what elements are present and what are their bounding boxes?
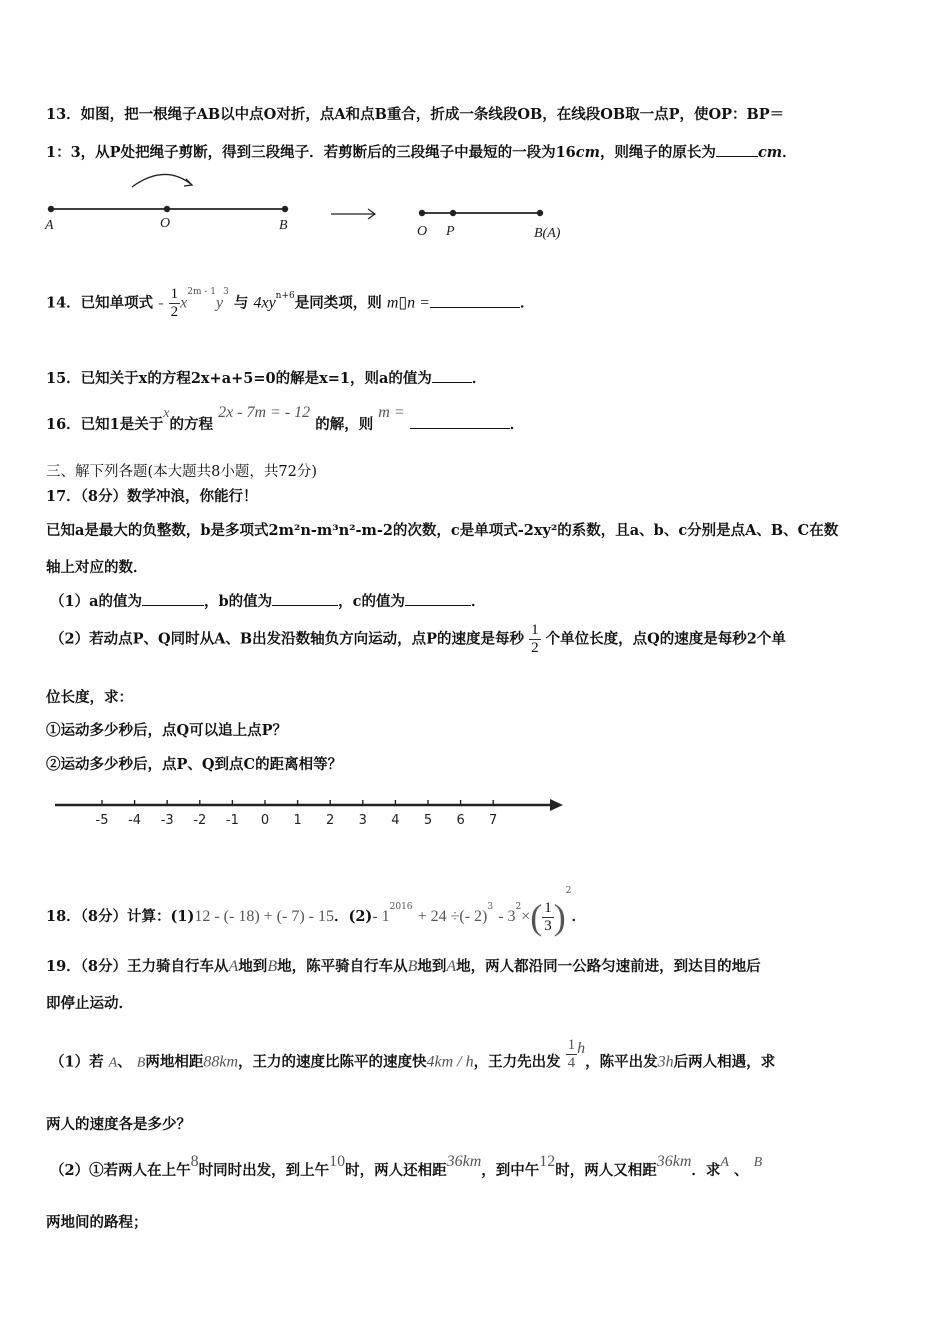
q17-sub1 <box>46 719 287 740</box>
point-o <box>164 206 170 212</box>
q17-p1-c: ，c的值为 <box>338 593 405 610</box>
rope-fold-figure <box>40 165 580 245</box>
tick-label: 5 <box>423 813 433 828</box>
q18-e2c-exp: 2 <box>515 902 522 913</box>
q13-end: ． <box>782 144 797 161</box>
q17-p2-post: 个单位长度，点Q的速度是每秒2个单 <box>545 630 786 648</box>
label-b: B <box>279 218 288 233</box>
q19-t8: 8 <box>190 1153 199 1170</box>
point-b-folded <box>537 210 543 216</box>
tick-label: 4 <box>391 813 400 828</box>
q14-sign: - <box>158 294 164 312</box>
q19-p1-a: （1）若 <box>50 1053 104 1071</box>
label-p: P <box>446 224 455 239</box>
q13-text-2: 1：3，从P处把绳子剪断，得到三段绳子．若剪断后的三段绳子中最短的一段为16 <box>46 144 576 161</box>
number-line-arrow <box>550 799 563 811</box>
q19-l1-mid3: 地到 <box>417 958 447 975</box>
tick-label: 2 <box>326 813 335 828</box>
q19-p2-c: 时，两人还相距 <box>345 1162 447 1179</box>
q13-text-3: ，则绳子的原长为 <box>599 144 716 161</box>
q19-frac-num: 1 <box>567 1037 576 1053</box>
q19-l1-pre: 19．（8分）王力骑自行车从 <box>46 958 229 975</box>
q17-p2-l2: 位长度，求： <box>46 689 133 706</box>
q19-p1-b: 、 <box>117 1053 132 1071</box>
q18-paren-right: ) <box>553 897 566 937</box>
tick-label: 7 <box>489 813 498 828</box>
tick-label: 0 <box>260 813 270 828</box>
q19-a-2: A <box>446 958 457 975</box>
q15-text: 15．已知关于x的方程2x+a+5=0的解是x=1，则a的值为 <box>46 370 432 387</box>
q18-e2d: × <box>521 908 531 925</box>
q19-dist: 88km <box>203 1053 238 1071</box>
q17-part2-line2 <box>46 686 133 707</box>
q13-answer-blank <box>716 142 758 157</box>
q19-p2-a: （2）①若两人在上午 <box>50 1162 191 1179</box>
q19-d36: 36km <box>446 1153 482 1170</box>
point-b <box>282 206 288 212</box>
q18-e2e-exp: 2 <box>565 886 572 897</box>
q17-blank-c <box>405 591 471 606</box>
tick-label: -4 <box>128 813 142 828</box>
fold-arc <box>132 174 192 187</box>
q17-blank-a <box>142 591 204 606</box>
q17-head-text: 17．（8分）数学冲浪，你能行！ <box>46 488 258 505</box>
section-title <box>46 460 317 481</box>
label-a: A <box>45 218 54 233</box>
q19-a-3: A <box>108 1055 118 1071</box>
number-line <box>50 790 570 830</box>
q17-p1-b: ，b的值为 <box>203 593 273 610</box>
q17-frac-num: 1 <box>531 622 539 638</box>
q17-frac-den: 2 <box>531 640 539 656</box>
q17-head <box>46 485 258 506</box>
tick-label: -2 <box>193 813 207 828</box>
q13-unit-2: cm <box>757 144 783 161</box>
q18-paren-left: ( <box>530 897 543 937</box>
q19-p1-f: ，陈平出发 <box>585 1053 658 1071</box>
q18-e2a: - 1 <box>372 908 390 925</box>
q19-b-2: B <box>407 958 418 975</box>
q14-term2: 4xy <box>253 294 276 312</box>
q16-end: ． <box>509 416 525 433</box>
q17-s1: ①运动多少秒后，点Q可以追上点P？ <box>46 722 288 739</box>
q18-end: ． <box>571 908 587 925</box>
q14-answer-blank <box>430 293 520 308</box>
q19-t12: 12 <box>539 1153 556 1170</box>
q19-p2-f: ．求 <box>691 1162 721 1179</box>
q19-d36b: 36km <box>656 1153 692 1170</box>
tick-label: -1 <box>225 813 239 828</box>
q17-line1 <box>46 519 838 540</box>
q14-exp-y: 3 <box>223 286 229 297</box>
q19-a-1: A <box>228 958 239 975</box>
q19-l1-post: 地，两人都沿同一公路匀速前进，到达目的地后 <box>456 958 761 975</box>
label-b-a: B(A) <box>534 226 561 241</box>
q17-fraction <box>529 622 541 657</box>
q14-connector: 与 <box>233 294 249 312</box>
q14-exp-term2: n+6 <box>275 290 295 301</box>
q14-x: x <box>180 294 188 312</box>
q13-line2 <box>46 141 797 162</box>
label-o-folded: O <box>417 224 428 239</box>
q19-b-3: B <box>136 1055 146 1071</box>
q19-part1 <box>50 1037 776 1080</box>
q16-expr: m = <box>378 404 405 421</box>
q14-prefix: 14．已知单项式 <box>46 294 154 312</box>
q19-p2-e: 时，两人又相距 <box>555 1162 657 1179</box>
q13-text-1: 13．如图，把一根绳子AB以中点O对折，点A和点B重合，折成一条线段OB，在线段OB取一点P，使OP：BP＝ <box>46 106 785 123</box>
q19-speed: 4km / h <box>426 1053 474 1071</box>
q17-p2-pre: （2）若动点P、Q同时从A、B出发沿数轴负方向运动，点P的速度是每秒 <box>50 630 525 648</box>
q18-e2b: + 24 ÷(- 2) <box>417 908 488 925</box>
q14-frac-num: 1 <box>170 286 179 302</box>
tick-label: 6 <box>456 813 465 828</box>
point-o-folded <box>419 210 425 216</box>
q19-t10: 10 <box>329 1153 346 1170</box>
q18-e2a-exp: 2016 <box>389 902 413 913</box>
q13-unit-1: cm <box>575 144 600 161</box>
q16-prefix: 16．已知1是关于 <box>46 416 164 433</box>
q14-fraction <box>169 286 181 321</box>
label-o: O <box>160 216 171 231</box>
q19-part2 <box>50 1153 763 1180</box>
q19-l1-mid2: 地，陈平骑自行车从 <box>277 958 408 975</box>
q17-sub2 <box>46 753 342 774</box>
tick-label: 3 <box>358 813 367 828</box>
q17-text-1: 已知a是最大的负整数，b是多项式2m²n-m³n²-m-2的次数，c是单项式-2xy²的系数，且a、b、c分别是点A、B、C在数 <box>46 522 839 539</box>
q17-part1 <box>50 590 485 611</box>
q17-part2 <box>50 622 786 657</box>
q14-end: ． <box>519 294 535 312</box>
q14-exp-x: 2m - 1 <box>187 286 216 297</box>
q19-p2-g: 、 <box>734 1162 749 1179</box>
q16-var: x <box>163 406 170 421</box>
q17-p1-end: ． <box>470 593 486 610</box>
q19-p1-l2: 两人的速度各是多少？ <box>46 1116 191 1133</box>
q17-text-2: 轴上对应的数． <box>46 559 148 576</box>
tick-label: -3 <box>160 813 174 828</box>
q19-p1-g: 后两人相遇，求 <box>673 1053 776 1071</box>
q19-p1-d: ，王力的速度比陈平的速度快 <box>238 1053 427 1071</box>
q15-line <box>46 367 486 388</box>
q18-e2c: - 3 <box>498 908 516 925</box>
q19-t3h: 3h <box>657 1053 674 1071</box>
q19-frac-den: 4 <box>567 1055 576 1071</box>
tick-label: -5 <box>95 813 109 828</box>
q19-part2-line2 <box>46 1211 148 1232</box>
q17-s2: ②运动多少秒后，点P、Q到点C的距离相等？ <box>46 756 343 773</box>
q18-frac-den: 3 <box>544 917 552 934</box>
q14-y: y <box>216 294 224 312</box>
q19-p2-b: 时同时出发，到上午 <box>198 1162 330 1179</box>
q16-answer-blank <box>410 414 510 429</box>
q15-answer-blank <box>432 368 472 383</box>
q14-expr: m▯n = <box>386 294 430 312</box>
q19-line2 <box>46 992 133 1013</box>
q16-line <box>46 404 525 434</box>
q18-expr1: 12 - (- 18) + (- 7) - 15 <box>194 908 334 925</box>
q17-line2 <box>46 556 148 577</box>
q19-l2: 即停止运动． <box>46 995 133 1012</box>
q16-mid2: 的解，则 <box>315 416 374 433</box>
point-p <box>450 210 456 216</box>
q19-l1-mid: 地到 <box>238 958 268 975</box>
q19-b-4: B <box>753 1155 763 1170</box>
q19-p1-c: 两地相距 <box>145 1053 204 1071</box>
q17-p1-a: （1）a的值为 <box>50 593 142 610</box>
section-title-text: 三、解下列各题(本大题共8小题，共72分) <box>46 464 317 480</box>
q18-line <box>46 886 587 938</box>
q19-line1 <box>46 955 761 976</box>
q19-unit-h: h <box>577 1039 586 1057</box>
q18-frac-num: 1 <box>544 899 552 916</box>
q19-fraction <box>566 1037 578 1072</box>
q13-line1 <box>46 103 784 124</box>
q14-line <box>46 286 534 321</box>
q18-sep: ．(2) <box>333 908 373 925</box>
point-a <box>48 206 54 212</box>
q18-e2b-exp: 3 <box>487 902 494 913</box>
q19-part1-line2 <box>46 1113 191 1134</box>
q19-a-4: A <box>720 1155 729 1170</box>
q19-p2-l2: 两地间的路程； <box>46 1214 148 1231</box>
q18-fraction <box>542 900 554 935</box>
q19-b-1: B <box>267 958 278 975</box>
q14-suffix: 是同类项，则 <box>294 294 382 312</box>
q14-frac-den: 2 <box>170 304 179 320</box>
q16-equation: 2x - 7m = - 12 <box>218 404 311 421</box>
q19-p1-e: ，王力先出发 <box>473 1053 561 1071</box>
q19-p2-d: ，到中午 <box>481 1162 540 1179</box>
q17-blank-b <box>272 591 338 606</box>
q18-prefix: 18．（8分）计算：(1) <box>46 908 195 925</box>
tick-label: 1 <box>293 813 302 828</box>
q16-mid: 的方程 <box>169 416 213 433</box>
q15-end: ． <box>471 370 487 387</box>
